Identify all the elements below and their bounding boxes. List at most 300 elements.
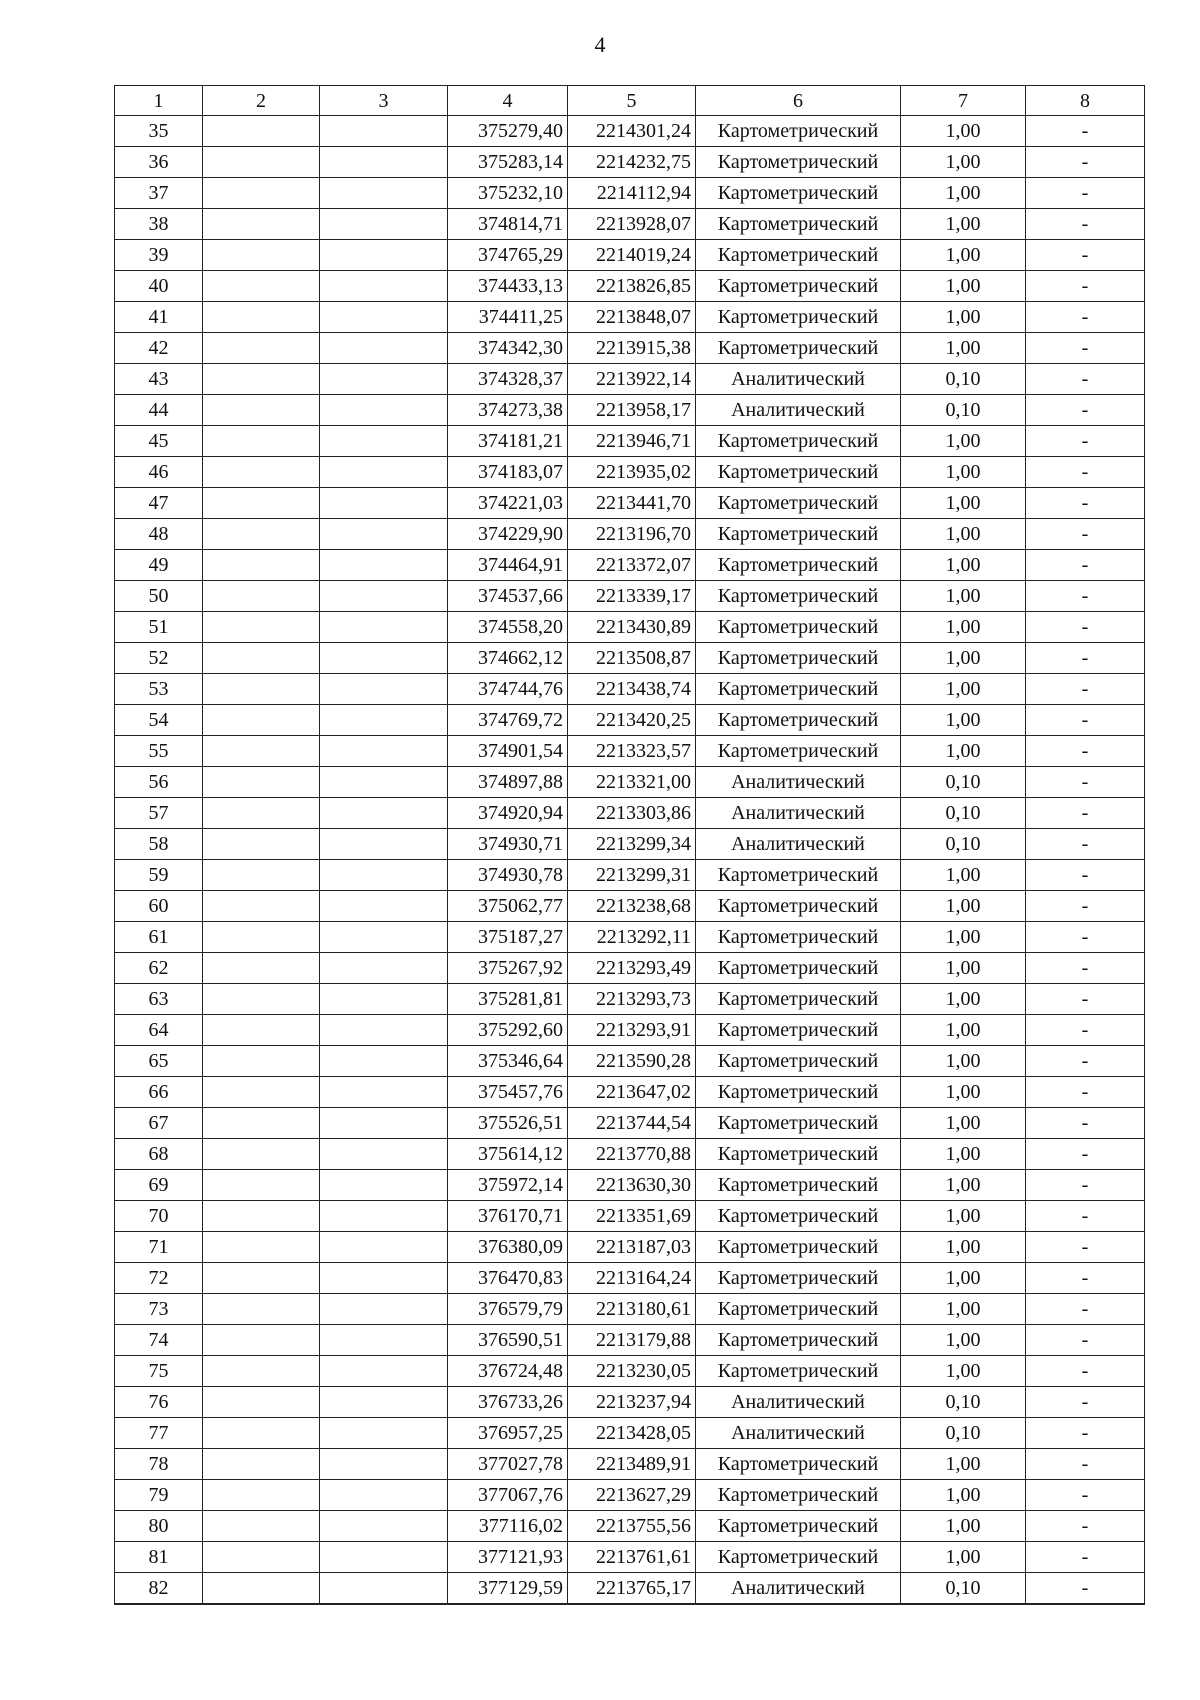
point-number-cell: 43 [115, 364, 203, 395]
x-coordinate-cell: 375283,14 [448, 147, 568, 178]
y-coordinate-cell: 2213187,03 [568, 1232, 696, 1263]
accuracy-cell: 1,00 [901, 519, 1026, 550]
table-row [115, 550, 1145, 581]
y-coordinate-cell: 2213826,85 [568, 271, 696, 302]
method-cell: Картометрический [696, 240, 901, 271]
point-number-cell: 72 [115, 1263, 203, 1294]
method-cell: Картометрический [696, 1201, 901, 1232]
table-row [115, 333, 1145, 364]
y-coordinate-cell: 2214112,94 [568, 178, 696, 209]
y-coordinate-cell: 2213744,54 [568, 1108, 696, 1139]
column-2-cell [203, 1356, 320, 1387]
point-number-cell: 48 [115, 519, 203, 550]
x-coordinate-cell: 375187,27 [448, 922, 568, 953]
point-number-cell: 53 [115, 674, 203, 705]
table-row [115, 1294, 1145, 1325]
method-cell: Картометрический [696, 426, 901, 457]
accuracy-cell: 1,00 [901, 736, 1026, 767]
point-number-cell: 82 [115, 1573, 203, 1605]
x-coordinate-cell: 376590,51 [448, 1325, 568, 1356]
column-3-cell [320, 364, 448, 395]
point-number-cell: 73 [115, 1294, 203, 1325]
column-2-cell [203, 922, 320, 953]
x-coordinate-cell: 376380,09 [448, 1232, 568, 1263]
column-3-cell [320, 1015, 448, 1046]
table-row [115, 767, 1145, 798]
accuracy-cell: 1,00 [901, 1263, 1026, 1294]
method-cell: Аналитический [696, 395, 901, 426]
column-2-cell [203, 1511, 320, 1542]
method-cell: Картометрический [696, 736, 901, 767]
column-8-cell: - [1026, 612, 1145, 643]
column-8-cell: - [1026, 1325, 1145, 1356]
point-number-cell: 57 [115, 798, 203, 829]
column-8-cell: - [1026, 1015, 1145, 1046]
column-8-cell: - [1026, 147, 1145, 178]
column-2-cell [203, 1542, 320, 1573]
column-8-cell: - [1026, 1232, 1145, 1263]
method-cell: Аналитический [696, 1573, 901, 1605]
column-3-cell [320, 457, 448, 488]
column-3-cell [320, 1170, 448, 1201]
column-3-cell [320, 674, 448, 705]
column-3-cell [320, 829, 448, 860]
method-cell: Картометрический [696, 1542, 901, 1573]
accuracy-cell: 1,00 [901, 488, 1026, 519]
method-cell: Картометрический [696, 178, 901, 209]
y-coordinate-cell: 2213627,29 [568, 1480, 696, 1511]
x-coordinate-cell: 374920,94 [448, 798, 568, 829]
column-8-cell: - [1026, 829, 1145, 860]
table-row [115, 581, 1145, 612]
column-8-cell: - [1026, 891, 1145, 922]
table-row [115, 705, 1145, 736]
column-2-cell [203, 178, 320, 209]
x-coordinate-cell: 374814,71 [448, 209, 568, 240]
y-coordinate-cell: 2213238,68 [568, 891, 696, 922]
method-cell: Картометрический [696, 612, 901, 643]
column-2-cell [203, 1263, 320, 1294]
table-row [115, 1356, 1145, 1387]
table-row [115, 426, 1145, 457]
point-number-cell: 77 [115, 1418, 203, 1449]
column-3-cell [320, 240, 448, 271]
accuracy-cell: 1,00 [901, 209, 1026, 240]
y-coordinate-cell: 2213761,61 [568, 1542, 696, 1573]
x-coordinate-cell: 374183,07 [448, 457, 568, 488]
column-header-7: 7 [901, 86, 1026, 116]
method-cell: Картометрический [696, 1263, 901, 1294]
column-2-cell [203, 953, 320, 984]
table-row [115, 922, 1145, 953]
accuracy-cell: 1,00 [901, 1170, 1026, 1201]
column-2-cell [203, 426, 320, 457]
y-coordinate-cell: 2213293,49 [568, 953, 696, 984]
column-3-cell [320, 643, 448, 674]
accuracy-cell: 1,00 [901, 922, 1026, 953]
y-coordinate-cell: 2213351,69 [568, 1201, 696, 1232]
y-coordinate-cell: 2213508,87 [568, 643, 696, 674]
point-number-cell: 41 [115, 302, 203, 333]
column-2-cell [203, 1480, 320, 1511]
method-cell: Картометрический [696, 271, 901, 302]
table-row [115, 736, 1145, 767]
column-header-8: 8 [1026, 86, 1145, 116]
point-number-cell: 63 [115, 984, 203, 1015]
accuracy-cell: 1,00 [901, 1015, 1026, 1046]
column-3-cell [320, 736, 448, 767]
column-2-cell [203, 457, 320, 488]
point-number-cell: 70 [115, 1201, 203, 1232]
accuracy-cell: 1,00 [901, 1201, 1026, 1232]
column-8-cell: - [1026, 1480, 1145, 1511]
table-row [115, 1139, 1145, 1170]
accuracy-cell: 0,10 [901, 829, 1026, 860]
point-number-cell: 37 [115, 178, 203, 209]
column-8-cell: - [1026, 1449, 1145, 1480]
column-3-cell [320, 1449, 448, 1480]
column-3-cell [320, 705, 448, 736]
accuracy-cell: 1,00 [901, 457, 1026, 488]
point-number-cell: 40 [115, 271, 203, 302]
column-8-cell: - [1026, 922, 1145, 953]
y-coordinate-cell: 2213590,28 [568, 1046, 696, 1077]
column-8-cell: - [1026, 1356, 1145, 1387]
accuracy-cell: 1,00 [901, 1449, 1026, 1480]
method-cell: Картометрический [696, 581, 901, 612]
method-cell: Картометрический [696, 550, 901, 581]
point-number-cell: 68 [115, 1139, 203, 1170]
column-2-cell [203, 860, 320, 891]
column-3-cell [320, 1139, 448, 1170]
column-2-cell [203, 395, 320, 426]
point-number-cell: 59 [115, 860, 203, 891]
table-row [115, 1387, 1145, 1418]
table-header [115, 86, 1145, 116]
x-coordinate-cell: 377027,78 [448, 1449, 568, 1480]
point-number-cell: 65 [115, 1046, 203, 1077]
y-coordinate-cell: 2213489,91 [568, 1449, 696, 1480]
table-row [115, 674, 1145, 705]
x-coordinate-cell: 374433,13 [448, 271, 568, 302]
table-row [115, 798, 1145, 829]
table-row [115, 1232, 1145, 1263]
accuracy-cell: 1,00 [901, 1325, 1026, 1356]
y-coordinate-cell: 2213321,00 [568, 767, 696, 798]
method-cell: Картометрический [696, 519, 901, 550]
accuracy-cell: 1,00 [901, 1046, 1026, 1077]
column-3-cell [320, 116, 448, 147]
point-number-cell: 39 [115, 240, 203, 271]
x-coordinate-cell: 376724,48 [448, 1356, 568, 1387]
table-row [115, 1015, 1145, 1046]
column-2-cell [203, 891, 320, 922]
method-cell: Картометрический [696, 209, 901, 240]
accuracy-cell: 1,00 [901, 581, 1026, 612]
column-2-cell [203, 705, 320, 736]
y-coordinate-cell: 2213292,11 [568, 922, 696, 953]
column-2-cell [203, 1325, 320, 1356]
method-cell: Картометрический [696, 457, 901, 488]
x-coordinate-cell: 374930,71 [448, 829, 568, 860]
table-row [115, 1325, 1145, 1356]
table-row [115, 1046, 1145, 1077]
column-2-cell [203, 767, 320, 798]
column-3-cell [320, 209, 448, 240]
x-coordinate-cell: 374464,91 [448, 550, 568, 581]
column-2-cell [203, 1077, 320, 1108]
x-coordinate-cell: 375972,14 [448, 1170, 568, 1201]
accuracy-cell: 1,00 [901, 1294, 1026, 1325]
accuracy-cell: 1,00 [901, 1356, 1026, 1387]
table-row [115, 1170, 1145, 1201]
point-number-cell: 64 [115, 1015, 203, 1046]
accuracy-cell: 1,00 [901, 1139, 1026, 1170]
column-2-cell [203, 550, 320, 581]
column-8-cell: - [1026, 302, 1145, 333]
method-cell: Картометрический [696, 674, 901, 705]
point-number-cell: 71 [115, 1232, 203, 1263]
column-2-cell [203, 1015, 320, 1046]
x-coordinate-cell: 376733,26 [448, 1387, 568, 1418]
table-row [115, 116, 1145, 147]
x-coordinate-cell: 377067,76 [448, 1480, 568, 1511]
accuracy-cell: 1,00 [901, 612, 1026, 643]
column-2-cell [203, 302, 320, 333]
column-8-cell: - [1026, 674, 1145, 705]
point-number-cell: 56 [115, 767, 203, 798]
column-8-cell: - [1026, 364, 1145, 395]
column-3-cell [320, 984, 448, 1015]
column-3-cell [320, 302, 448, 333]
y-coordinate-cell: 2213928,07 [568, 209, 696, 240]
column-8-cell: - [1026, 209, 1145, 240]
point-number-cell: 49 [115, 550, 203, 581]
column-3-cell [320, 1232, 448, 1263]
table-row [115, 271, 1145, 302]
accuracy-cell: 1,00 [901, 178, 1026, 209]
table-row [115, 1511, 1145, 1542]
column-2-cell [203, 612, 320, 643]
y-coordinate-cell: 2213164,24 [568, 1263, 696, 1294]
x-coordinate-cell: 376470,83 [448, 1263, 568, 1294]
column-header-4: 4 [448, 86, 568, 116]
column-2-cell [203, 209, 320, 240]
column-8-cell: - [1026, 736, 1145, 767]
column-8-cell: - [1026, 395, 1145, 426]
column-header-5: 5 [568, 86, 696, 116]
y-coordinate-cell: 2213755,56 [568, 1511, 696, 1542]
point-number-cell: 62 [115, 953, 203, 984]
x-coordinate-cell: 374558,20 [448, 612, 568, 643]
x-coordinate-cell: 375062,77 [448, 891, 568, 922]
point-number-cell: 44 [115, 395, 203, 426]
column-3-cell [320, 953, 448, 984]
column-3-cell [320, 1511, 448, 1542]
column-3-cell [320, 178, 448, 209]
column-8-cell: - [1026, 1263, 1145, 1294]
method-cell: Картометрический [696, 116, 901, 147]
column-2-cell [203, 519, 320, 550]
table-row [115, 1418, 1145, 1449]
column-2-cell [203, 1170, 320, 1201]
coordinates-table [114, 85, 1145, 1605]
y-coordinate-cell: 2213230,05 [568, 1356, 696, 1387]
table-body [115, 116, 1145, 1605]
accuracy-cell: 1,00 [901, 1077, 1026, 1108]
accuracy-cell: 1,00 [901, 116, 1026, 147]
accuracy-cell: 1,00 [901, 643, 1026, 674]
x-coordinate-cell: 374537,66 [448, 581, 568, 612]
column-3-cell [320, 1201, 448, 1232]
point-number-cell: 78 [115, 1449, 203, 1480]
table-row [115, 643, 1145, 674]
column-2-cell [203, 1201, 320, 1232]
column-8-cell: - [1026, 488, 1145, 519]
x-coordinate-cell: 374411,25 [448, 302, 568, 333]
point-number-cell: 75 [115, 1356, 203, 1387]
point-number-cell: 52 [115, 643, 203, 674]
method-cell: Картометрический [696, 643, 901, 674]
column-2-cell [203, 1418, 320, 1449]
column-8-cell: - [1026, 984, 1145, 1015]
column-header-3: 3 [320, 86, 448, 116]
x-coordinate-cell: 375232,10 [448, 178, 568, 209]
column-8-cell: - [1026, 1294, 1145, 1325]
column-8-cell: - [1026, 116, 1145, 147]
table-row [115, 953, 1145, 984]
point-number-cell: 80 [115, 1511, 203, 1542]
column-3-cell [320, 612, 448, 643]
column-3-cell [320, 271, 448, 302]
column-8-cell: - [1026, 953, 1145, 984]
method-cell: Картометрический [696, 488, 901, 519]
x-coordinate-cell: 376957,25 [448, 1418, 568, 1449]
y-coordinate-cell: 2213180,61 [568, 1294, 696, 1325]
column-3-cell [320, 1325, 448, 1356]
column-2-cell [203, 1108, 320, 1139]
column-2-cell [203, 984, 320, 1015]
table-row [115, 984, 1145, 1015]
table-row [115, 891, 1145, 922]
x-coordinate-cell: 375281,81 [448, 984, 568, 1015]
column-8-cell: - [1026, 798, 1145, 829]
column-2-cell [203, 271, 320, 302]
accuracy-cell: 0,10 [901, 1418, 1026, 1449]
x-coordinate-cell: 374273,38 [448, 395, 568, 426]
accuracy-cell: 1,00 [901, 705, 1026, 736]
x-coordinate-cell: 375346,64 [448, 1046, 568, 1077]
table-row [115, 1108, 1145, 1139]
x-coordinate-cell: 374221,03 [448, 488, 568, 519]
column-3-cell [320, 1077, 448, 1108]
method-cell: Картометрический [696, 1046, 901, 1077]
table-row [115, 457, 1145, 488]
column-8-cell: - [1026, 1046, 1145, 1077]
accuracy-cell: 1,00 [901, 302, 1026, 333]
method-cell: Картометрический [696, 1015, 901, 1046]
y-coordinate-cell: 2213958,17 [568, 395, 696, 426]
method-cell: Картометрический [696, 1232, 901, 1263]
column-2-cell [203, 1449, 320, 1480]
method-cell: Картометрический [696, 1108, 901, 1139]
y-coordinate-cell: 2213428,05 [568, 1418, 696, 1449]
y-coordinate-cell: 2213915,38 [568, 333, 696, 364]
method-cell: Картометрический [696, 1170, 901, 1201]
accuracy-cell: 1,00 [901, 953, 1026, 984]
y-coordinate-cell: 2214301,24 [568, 116, 696, 147]
accuracy-cell: 1,00 [901, 271, 1026, 302]
accuracy-cell: 1,00 [901, 891, 1026, 922]
y-coordinate-cell: 2213438,74 [568, 674, 696, 705]
method-cell: Аналитический [696, 767, 901, 798]
column-3-cell [320, 1418, 448, 1449]
column-3-cell [320, 488, 448, 519]
column-3-cell [320, 798, 448, 829]
column-2-cell [203, 333, 320, 364]
column-2-cell [203, 240, 320, 271]
point-number-cell: 76 [115, 1387, 203, 1418]
y-coordinate-cell: 2213299,31 [568, 860, 696, 891]
accuracy-cell: 1,00 [901, 860, 1026, 891]
table-row [115, 829, 1145, 860]
accuracy-cell: 1,00 [901, 147, 1026, 178]
column-8-cell: - [1026, 426, 1145, 457]
method-cell: Картометрический [696, 333, 901, 364]
x-coordinate-cell: 374229,90 [448, 519, 568, 550]
page-number: 4 [594, 32, 606, 57]
y-coordinate-cell: 2213299,34 [568, 829, 696, 860]
column-8-cell: - [1026, 178, 1145, 209]
method-cell: Картометрический [696, 1480, 901, 1511]
accuracy-cell: 0,10 [901, 798, 1026, 829]
accuracy-cell: 0,10 [901, 364, 1026, 395]
column-2-cell [203, 674, 320, 705]
x-coordinate-cell: 374901,54 [448, 736, 568, 767]
column-8-cell: - [1026, 1201, 1145, 1232]
x-coordinate-cell: 374662,12 [448, 643, 568, 674]
x-coordinate-cell: 377129,59 [448, 1573, 568, 1605]
y-coordinate-cell: 2213293,91 [568, 1015, 696, 1046]
x-coordinate-cell: 374328,37 [448, 364, 568, 395]
x-coordinate-cell: 375279,40 [448, 116, 568, 147]
y-coordinate-cell: 2213647,02 [568, 1077, 696, 1108]
y-coordinate-cell: 2213848,07 [568, 302, 696, 333]
column-8-cell: - [1026, 1511, 1145, 1542]
column-3-cell [320, 426, 448, 457]
column-8-cell: - [1026, 240, 1145, 271]
method-cell: Картометрический [696, 705, 901, 736]
column-2-cell [203, 829, 320, 860]
point-number-cell: 50 [115, 581, 203, 612]
header-row [115, 86, 1145, 116]
accuracy-cell: 1,00 [901, 1542, 1026, 1573]
column-3-cell [320, 581, 448, 612]
table-row [115, 240, 1145, 271]
column-3-cell [320, 767, 448, 798]
table-row [115, 1573, 1145, 1605]
column-8-cell: - [1026, 1170, 1145, 1201]
table-row [115, 488, 1145, 519]
method-cell: Картометрический [696, 860, 901, 891]
column-8-cell: - [1026, 1139, 1145, 1170]
column-8-cell: - [1026, 581, 1145, 612]
method-cell: Картометрический [696, 1449, 901, 1480]
table-row [115, 860, 1145, 891]
y-coordinate-cell: 2213441,70 [568, 488, 696, 519]
column-3-cell [320, 333, 448, 364]
x-coordinate-cell: 377116,02 [448, 1511, 568, 1542]
